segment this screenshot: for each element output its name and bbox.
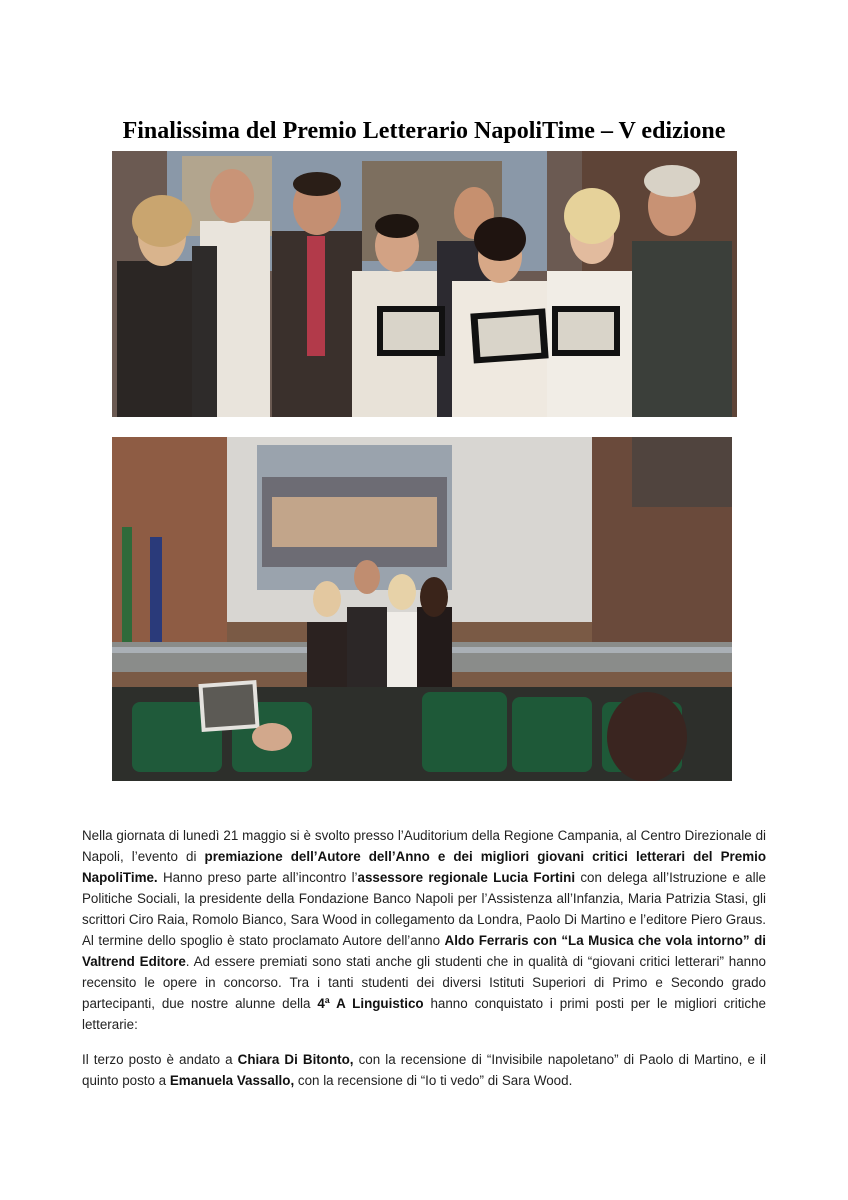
auditorium-stage-photo [112, 437, 732, 781]
text-segment: con la recensione di “Invisibile napoletano” di Paolo di Martino, e il quinto posto a [82, 1052, 766, 1088]
article-body [82, 825, 766, 1105]
text-segment: Il terzo posto è andato a [82, 1052, 238, 1067]
text-segment: . Ad essere premiati sono stati anche gli studenti che in qualità di “giovani critici letterari” hanno recensito le opere in concorso. Tra i tanti studenti dei diversi Istituti Superiori di Primo e Secondo grado partecipanti, due nostre alunne della [82, 954, 766, 1011]
text-segment: Hanno preso parte all’incontro l’ [157, 870, 358, 885]
bold-text-segment: 4ª A Linguistico [317, 996, 424, 1011]
auditorium-stage-photo-image [112, 437, 732, 781]
award-group-photo [112, 151, 737, 417]
text-segment: Nella giornata di lunedì 21 maggio si è svolto presso l’Auditorium della Regione Campania, al Centro Direzionale di Napoli, l’evento di [82, 828, 766, 864]
article-paragraph-1 [82, 825, 766, 1035]
text-segment: con la recensione di “Io ti vedo” di Sara Wood. [294, 1073, 573, 1088]
article-paragraph-2 [82, 1049, 766, 1091]
bold-text-segment: premiazione dell’Autore dell’Anno e dei migliori giovani critici letterari del Premio NapoliTime. [82, 849, 767, 885]
page-title: Finalissima del Premio Letterario NapoliTime – V edizione [122, 118, 726, 145]
text-segment: con delega all’Istruzione e alle Politiche Sociali, la presidente della Fondazione Banco Napoli per l’Assistenza all’Infanzia, Maria Patrizia Stasi, gli scrittori Ciro Raia, Romolo Bianco, Sara Wood in collegamento da Londra, Paolo Di Martino e l’editore Piero Graus. Al termine dello spoglio è stato proclamato Autore dell’anno [82, 870, 766, 948]
bold-text-segment: Emanuela Vassallo, [169, 1073, 295, 1088]
award-group-photo-image [112, 151, 737, 417]
bold-text-segment: assessore regionale Lucia Fortini [357, 870, 576, 885]
text-segment: hanno conquistato i primi posti per le migliori critiche letterarie: [82, 996, 766, 1032]
bold-text-segment: Chiara Di Bitonto, [237, 1052, 354, 1067]
bold-text-segment: Aldo Ferraris con “La Musica che vola intorno” di Valtrend Editore [82, 933, 766, 969]
